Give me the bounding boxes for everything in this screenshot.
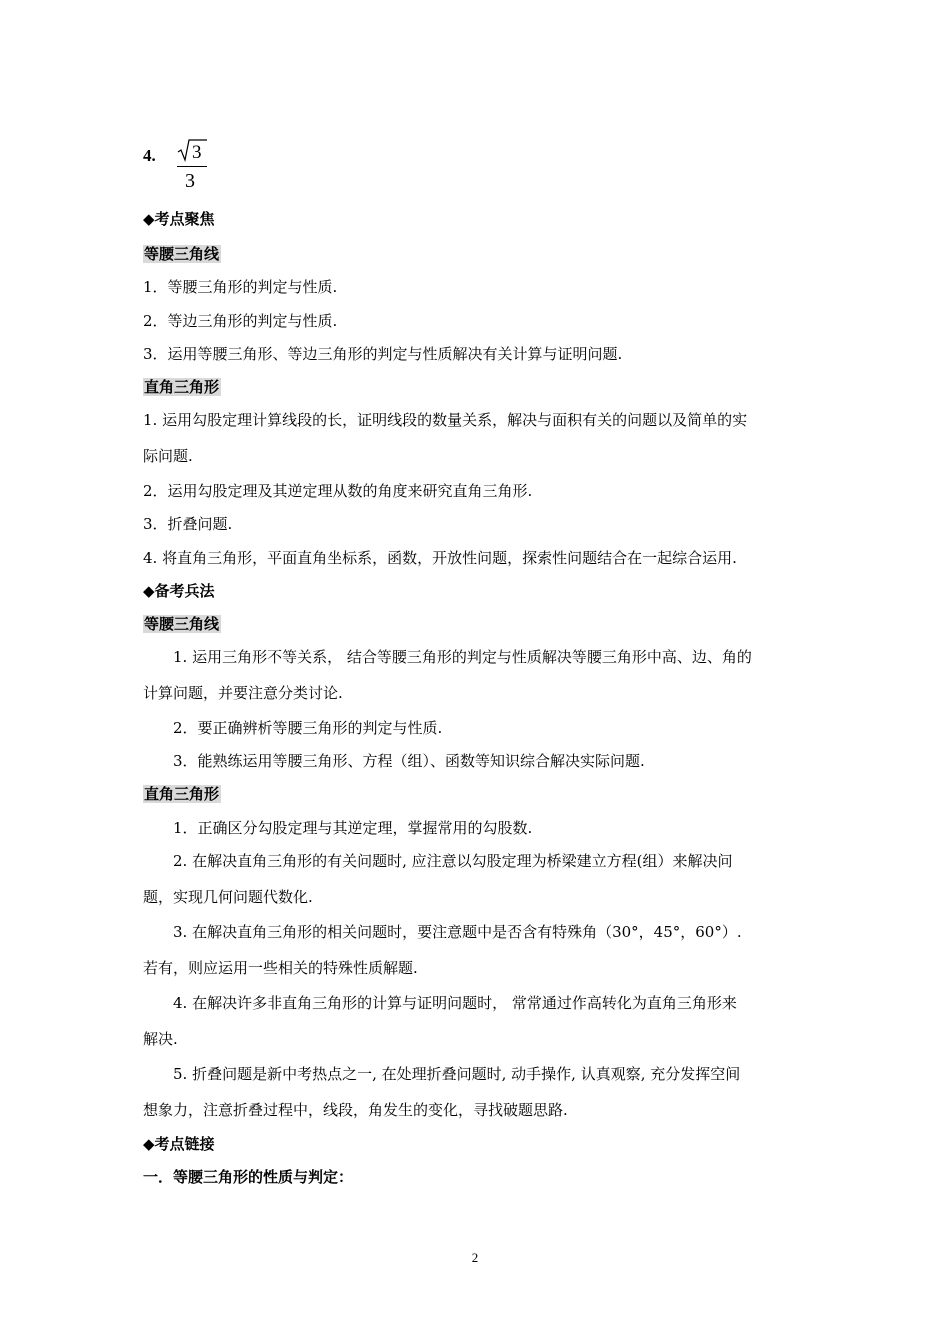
list-item: 际问题. <box>143 447 193 465</box>
list-item: 想象力，注意折叠过程中，线段，角发生的变化，寻找破题思路. <box>143 1101 568 1119</box>
list-item: 2．等边三角形的判定与性质. <box>143 312 338 330</box>
answer-numerator: 3 <box>192 142 202 162</box>
subheading-isosceles-2: 等腰三角线 <box>144 615 220 633</box>
list-item: 计算问题，并要注意分类讨论. <box>143 684 343 702</box>
section-title-beikao: ◆备考兵法 <box>143 582 215 600</box>
list-item: 4. 将直角三角形，平面直角坐标系，函数，开放性问题，探索性问题结合在一起综合运用. <box>143 549 737 567</box>
fraction-bar <box>177 166 207 167</box>
list-item: 若有，则应运用一些相关的特殊性质解题. <box>143 959 418 977</box>
section-title-lianjie: ◆考点链接 <box>143 1135 215 1153</box>
square-root-icon <box>177 138 207 162</box>
list-item: 3．能熟练运用等腰三角形、方程（组）、函数等知识综合解决实际问题. <box>173 752 645 770</box>
subheading-right-triangle: 直角三角形 <box>144 378 220 396</box>
list-item: 2．要正确辨析等腰三角形的判定与性质. <box>173 719 443 737</box>
list-item: 1. 运用勾股定理计算线段的长，证明线段的数量关系，解决与面积有关的问题以及简单的实 <box>143 411 748 429</box>
list-item: 5. 折叠问题是新中考热点之一, 在处理折叠问题时, 动手操作, 认真观察, 充分发挥空间 <box>173 1065 741 1083</box>
list-item: 解决. <box>143 1030 178 1048</box>
answer-denominator: 3 <box>185 170 195 192</box>
list-item: 4. 在解决许多非直角三角形的计算与证明问题时， 常常通过作高转化为直角三角形来 <box>173 994 737 1012</box>
list-item: 3. 在解决直角三角形的相关问题时，要注意题中是否含有特殊角（30°，45°，60°）. <box>173 923 742 941</box>
section-title-kaodian: ◆考点聚焦 <box>143 210 215 228</box>
list-item: 题，实现几何问题代数化. <box>143 888 313 906</box>
answer-number: 4. <box>143 146 156 165</box>
list-item: 1．等腰三角形的判定与性质. <box>143 278 338 296</box>
subheading-isosceles: 等腰三角线 <box>144 245 220 263</box>
list-item: 2．运用勾股定理及其逆定理从数的角度来研究直角三角形. <box>143 482 533 500</box>
subheading-isosceles-properties: 一．等腰三角形的性质与判定： <box>143 1168 354 1186</box>
list-item: 2. 在解决直角三角形的有关问题时, 应注意以勾股定理为桥梁建立方程(组）来解决问 <box>173 852 733 870</box>
list-item: 3．运用等腰三角形、等边三角形的判定与性质解决有关计算与证明问题. <box>143 345 623 363</box>
subheading-right-triangle-2: 直角三角形 <box>144 785 220 803</box>
list-item: 3．折叠问题. <box>143 515 233 533</box>
list-item: 1. 运用三角形不等关系， 结合等腰三角形的判定与性质解决等腰三角形中高、边、角的 <box>173 648 752 666</box>
list-item: 1．正确区分勾股定理与其逆定理，掌握常用的勾股数. <box>173 819 533 837</box>
page-number: 2 <box>471 1250 479 1265</box>
